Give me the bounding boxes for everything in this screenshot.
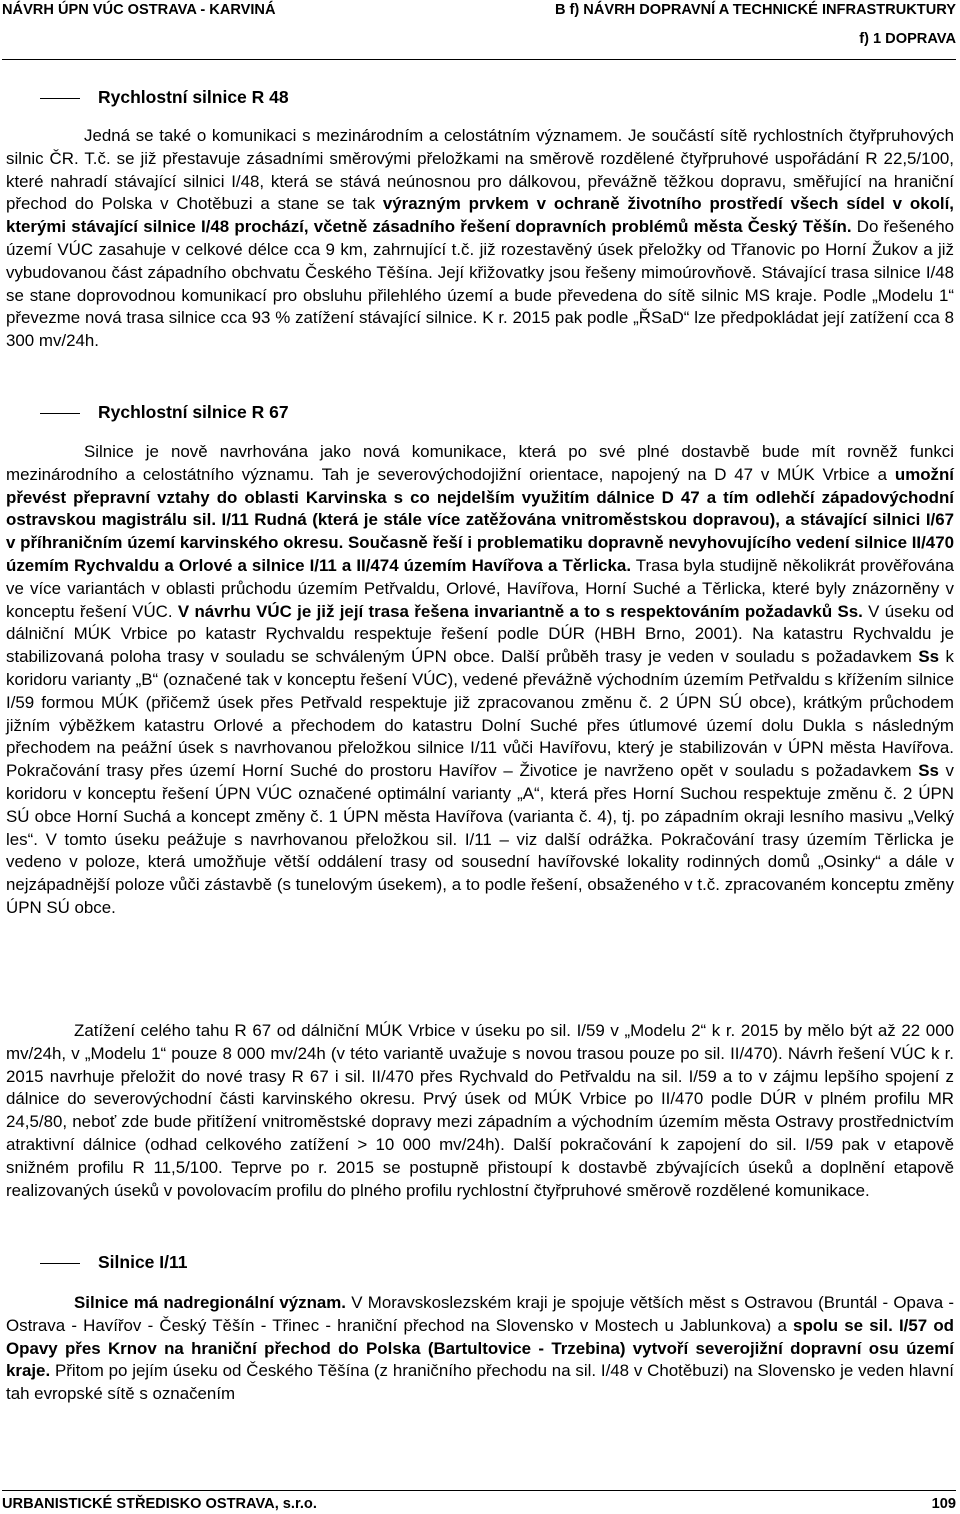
footer-organization: URBANISTICKÉ STŘEDISKO OSTRAVA, s.r.o. (2, 1496, 317, 1512)
header-divider (2, 59, 956, 60)
text-run: Trasa byla studijně několikrát prověřována ve více variantách v oblasti průchodu územím Petřvaldu, Orlové, Havířova, Horní Suché a Těrlicka, které byly znázorněny v konceptu řešení VÚC. (6, 555, 954, 621)
text-run: v koridoru v konceptu řešení ÚPN VÚC označené optimální varianty „A“, která přes Horní Suchou respektuje změnu č. 2 ÚPN SÚ obce Horní Suchá a koncept změny č. 1 ÚPN města Havířova (varianta č. 4), tj. po západním okraji lesního masivu „Velký les“. V tomto úseku peážuje s navrhovanou přeložkou sil. I/11 – viz další odrážka. Pokračování trasy územím Těrlicka je vedeno v poloze, která umožňuje větší oddálení trasy od sousední havířovské lokality rodinných domů „Osinky“ a dále v nejzápadnější poloze vůči zástavbě (s tunelovým úsekem), a to podle řešení, obsaženého v t.č. zpracovaném konceptu změny ÚPN SÚ obce. (6, 761, 954, 917)
text-run: Silnice je nově navrhována jako nová komunikace, která po své plné dostavbě bude mít rovněž funkci mezinárodního a celostátního významu. Tah je severovýchodojižní orientace, napojený na D 47 v MÚK Vrbice a (6, 442, 954, 484)
section-title-text: Silnice I/11 (98, 1252, 188, 1272)
header-chapter-title: B f) NÁVRH DOPRAVNÍ A TECHNICKÉ INFRASTRUKTURY (554, 2, 956, 18)
text-run-bold: spolu se sil. I/57 od Opavy přes Krnov na hraniční přechod do Polska (Bartultovice - Trzebina) vytvoří severojižní dopravní osu území kraje. (6, 1315, 954, 1381)
section-title-r67 (0, 402, 289, 423)
text-run: Přitom po jejím úseku od Českého Těšína (z hraničního přechodu na sil. I/48 v Chotěbuzi) na Slovensko je veden hlavní tah evropské sítě s označením (6, 1361, 954, 1404)
section-title-r48 (0, 87, 289, 108)
page-header (2, 2, 956, 62)
bullet-dash (40, 1263, 80, 1264)
bullet-dash (40, 413, 80, 414)
paragraph-r67-traffic: Zatížení celého tahu R 67 od dálniční MÚK Vrbice v úseku po sil. I/59 v „Modelu 2“ k r. 2015 by mělo být až 22 000 mv/24h, v „Modelu 1“ pouze 8 000 mv/24h (v této variantě uvažuje s novou trasou pouze po sil. II/470). Návrh řešení VÚC k r. 2015 navrhuje přeložit do nové trasy R 67 i sil. II/470 přes Rychvald do Petřvaldu na sil. I/59 a to v zájmu lepšího spojení z dálnice do severovýchodní části karvinského okresu. Prvý úsek od MÚK Vrbice po II/470 podle DÚR v plném profilu MR 24,5/80, neboť zde bude přitížení vnitroměstské dopravy mezi západním a východním územím města Ostravy prostřednictvím atraktivní dálnice (odhad celkového zatížení > 10 000 mv/24h). Další pokračování k zapojení do sil. I/59 pak v etapově snižném profilu R 11,5/100. Teprve po r. 2015 se postupně přistoupí k dostavbě zbývajících úseků a doplnění etapově realizovaných úseků v povolovacím profilu do plného profilu rychlostní čtyřpruhové směrově rozdělené komunikace. (6, 1021, 954, 1200)
header-section: f) 1 DOPRAVA (859, 31, 956, 47)
paragraph-r48 (6, 125, 954, 353)
text-run-bold: Silnice má nadregionální význam. (74, 1293, 346, 1312)
paragraph-r67-description (6, 441, 954, 920)
text-run: Do řešeného území VÚC zasahuje v celkové délce cca 9 km, zahrnující t.č. již rozestavěný úsek přeložky od Třanovic po Horní Žukov a již vybudovanou část západního obchvatu Českého Těšína. Její křižovatky jsou řešeny mimoúrovňově. Stávající trasa silnice I/48 se stane doprovodnou komunikací pro obsluhu přilehlého území a bude převedena do sítě silnic MS kraje. Podle „Modelu 1“ převezme nová trasa silnice cca 93 % zatížení stávající silnice. K r. 2015 pak podle „ŘSaD“ lze předpokládat její zatížení cca 8 300 mv/24h. (6, 217, 954, 351)
text-run: k koridoru varianty „B“ (označené tak v konceptu řešení VÚC), vedené převážně východním územím Petřvaldu s křížením silnice I/59 formou MÚK (přičemž úsek přes Petřvald respektuje již zpracovanou změnu č. 2 ÚPN SÚ obce), krátkým průchodem jižním výběžkem katastru Orlové a přechodem do katastru Dolní Suché přes útlumové území dolu Dukla s následným přechodem na peážní úsek s navrhovanou přeložkou silnice I/11 vůči Havířovu, který je stabilizován v ÚPN města Havířova. Pokračování trasy přes území Horní Suché do prostoru Havířov – Životice je navrženo opět v souladu s požadavkem (6, 647, 954, 781)
text-run-bold: umožní převést přepravní vztahy do oblasti Karvinska s co nejdelším využitím dálnice D 47 a tím odlehčí západovýchodní ostravskou magistrálu sil. I/11 Rudná (která je stále více zatěžována vnitroměstskou dopravou), a stávající silnici I/67 v příhraničním území karvinského okresu. Současně řeší i problematiku dopravně nevyhovujícího vedení silnice II/470 územím Rychvaldu a Orlové a silnice I/11 a II/474 územím Havířova a Těrlicka. (6, 464, 954, 575)
header-document-title: NÁVRH ÚPN VÚC OSTRAVA - KARVINÁ (2, 2, 276, 18)
text-run: Jedná se také o komunikaci s mezinárodním a celostátním významem. Je součástí sítě rychlostních čtyřpruhových silnic ČR. T.č. se již přestavuje zásadními směrovými přeložkami na směrově rozdělené čtyřpruhové uspořádání R 22,5/100, které nahradí stávající silnici I/48, která se stává neúnosnou pro dálkovou, převážně těžkou dopravu, směřující na hraniční přechod do Polska v Chotěbuzi a stane se tak (6, 126, 954, 214)
text-run-bold: Ss (918, 761, 939, 781)
footer-divider (2, 1490, 956, 1491)
paragraph-i11 (6, 1292, 954, 1406)
text-run-bold: výrazným prvkem v ochraně životního prostředí všech sídel v okolí, kterými stávající silnice I/48 prochází, včetně zásadního řešení dopravních problémů města Český Těšín. (6, 194, 954, 237)
section-title-i11 (0, 1252, 188, 1273)
text-run: V úseku od dálniční MÚK Vrbice po katastr Rychvaldu respektuje řešení podle DÚR (HBH Brno, 2001). Na katastru Rychvaldu je stabilizovaná poloha trasy v souladu se schváleným ÚPN obce. Další průběh trasy je veden v souladu s požadavkem (6, 601, 954, 667)
page-number: 109 (931, 1496, 956, 1512)
section-title-text: Rychlostní silnice R 67 (98, 402, 289, 422)
text-run-bold: V návrhu VÚC je již její trasa řešena invariantně a to s respektováním požadavků Ss. (177, 601, 863, 621)
bullet-dash (40, 98, 80, 99)
text-run-bold: Ss (918, 647, 940, 667)
text-run: V Moravskoslezském kraji je spojuje větších měst s Ostravou (Bruntál - Opava - Ostrava - Havířov - Český Těšín - Třinec - hraniční přechod na Slovensko v Mostech u Jablunkova) a (6, 1293, 954, 1335)
page-footer (2, 1490, 956, 1514)
section-title-text: Rychlostní silnice R 48 (98, 87, 289, 107)
